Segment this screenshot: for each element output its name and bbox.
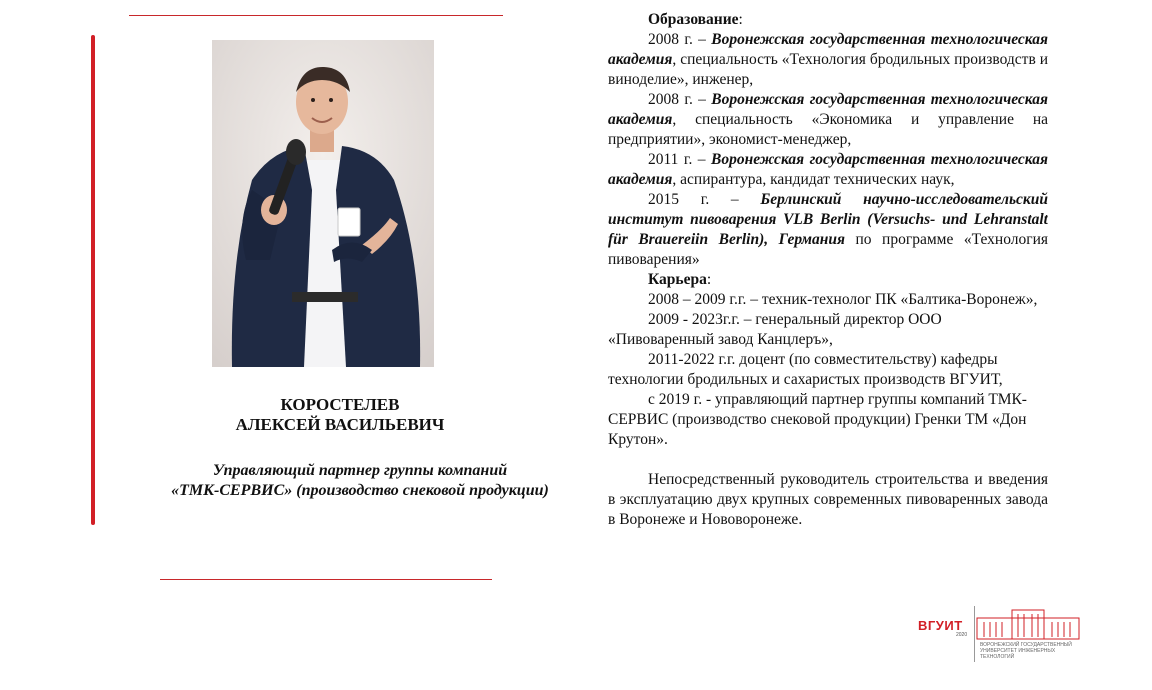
university-logo <box>918 606 1082 664</box>
person-surname: КОРОСТЕЛЕВ <box>280 395 400 414</box>
education-item-detail: по программе «Технология пивоварения» <box>608 231 1048 268</box>
education-item-org: Воронежская государственная технологическая академия <box>608 91 1048 128</box>
person-given-names: АЛЕКСЕЙ ВАСИЛЬЕВИЧ <box>235 415 445 434</box>
logo-subtitle: ВОРОНЕЖСКИЙ ГОСУДАРСТВЕННЫЙ УНИВЕРСИТЕТ ИНЖЕНЕРНЫХ ТЕХНОЛОГИЙ <box>980 642 1072 660</box>
accent-bar <box>91 35 95 525</box>
education-item-org: Берлинский научно-исследовательский институт пивоварения VLB Berlin (Versuchs- und Lehranstalt für Brauereiin Berlin), Германия <box>608 191 1048 248</box>
education-item-year: 2008 г. – <box>648 91 712 108</box>
logo-divider <box>974 606 975 662</box>
education-item-detail: , специальность «Экономика и управление на предприятии», экономист-менеджер, <box>608 111 1048 148</box>
career-heading: Карьера <box>648 271 707 288</box>
education-heading: Образование <box>648 11 739 28</box>
career-item: 2009 - 2023г.г. – генеральный директор ООО «Пивоваренный завод Канцлеръ», <box>608 311 942 348</box>
education-item <box>608 90 1048 150</box>
role-line-2: «ТМК-СЕРВИС» (производство снековой продукции) <box>171 482 549 499</box>
education-item-detail: , специальность «Технология бродильных производств и виноделие», инженер, <box>608 51 1048 88</box>
person-role <box>100 461 620 501</box>
education-item <box>608 30 1048 90</box>
career-heading-line: Карьера: <box>648 271 712 288</box>
building-icon <box>976 608 1080 640</box>
education-item-org: Воронежская государственная технологическая академия <box>608 31 1048 68</box>
career-item: 2008 – 2009 г.г. – техник-технолог ПК «Балтика-Воронеж», <box>648 291 1038 308</box>
portrait-illustration <box>212 40 434 367</box>
logo-abbr: ВГУИТ <box>918 618 963 633</box>
closing-paragraph: Непосредственный руководитель строительства и введения в эксплуатацию двух крупных современных пивоваренных завода в Воронеже и Нововоронеже. <box>608 471 1048 528</box>
role-line-1: Управляющий партнер группы компаний <box>212 462 508 479</box>
education-item-year: 2015 г. – <box>648 191 761 208</box>
person-name <box>160 395 520 435</box>
education-item-year: 2008 г. – <box>648 31 712 48</box>
education-heading-line: Образование: <box>648 11 743 28</box>
education-item <box>608 190 1048 270</box>
bottom-divider <box>160 579 492 580</box>
logo-year: 2020 <box>956 632 968 638</box>
career-item: с 2019 г. - управляющий партнер группы компаний ТМК-СЕРВИС (производство снековой продукции) Гренки ТМ «Дон Крутон». <box>608 391 1027 448</box>
spacer <box>608 450 1048 470</box>
career-item: 2011-2022 г.г. доцент (по совместительству) кафедры технологии бродильных и сахаристых производств ВГУИТ, <box>608 351 1003 388</box>
education-item-org: Воронежская государственная технологическая академия <box>608 151 1048 188</box>
education-item-detail: , аспирантура, кандидат технических наук, <box>672 171 955 188</box>
top-divider <box>129 15 503 16</box>
portrait-photo <box>212 40 434 367</box>
education-item-year: 2011 г. – <box>648 151 711 168</box>
education-item <box>608 150 1048 190</box>
biography <box>608 10 1048 586</box>
